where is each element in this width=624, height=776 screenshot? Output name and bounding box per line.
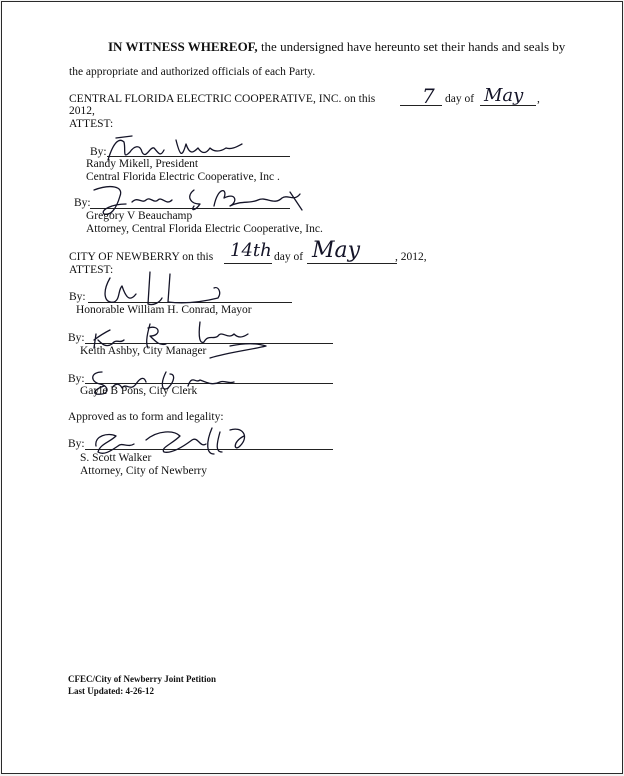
city-day-blank xyxy=(224,263,272,264)
city-dateline-prefix: CITY OF NEWBERRY on this xyxy=(69,251,214,263)
city-signer-3-by: By: xyxy=(68,373,85,385)
city-signer-3-name: Gayle B Pons, City Clerk xyxy=(80,385,198,397)
city-signer-2-by: By: xyxy=(68,332,85,344)
witness-line-1 xyxy=(108,40,565,53)
city-year: , 2012, xyxy=(395,251,427,263)
city-attorney-by: By: xyxy=(68,438,85,450)
cfec-month-handwritten: May xyxy=(484,85,524,106)
witness-line-2: the appropriate and authorized officials of each Party. xyxy=(69,66,316,78)
city-attest-label: ATTEST: xyxy=(69,264,114,276)
cfec-attest-label: ATTEST: xyxy=(69,118,114,130)
document-page xyxy=(1,1,623,774)
footer-last-updated: Last Updated: 4-26-12 xyxy=(68,686,155,696)
cfec-signer-2-name: Gregory V Beauchamp xyxy=(86,210,193,222)
cfec-signer-1-by: By: xyxy=(90,146,107,158)
city-day-handwritten: 14th xyxy=(230,240,272,261)
city-attorney-title: Attorney, City of Newberry xyxy=(80,465,207,477)
cfec-day-blank xyxy=(400,105,442,106)
city-attorney-name: S. Scott Walker xyxy=(80,452,152,464)
cfec-dateline-prefix: CENTRAL FLORIDA ELECTRIC COOPERATIVE, INC. on this xyxy=(69,93,376,105)
witness-text: the undersigned have hereunto set their hands and seals by xyxy=(257,39,566,54)
footer-doc-title: CFEC/City of Newberry Joint Petition xyxy=(68,674,216,684)
cfec-day-handwritten: 7 xyxy=(422,84,435,108)
cfec-day-label: day of xyxy=(445,93,475,105)
city-month-handwritten: May xyxy=(312,238,361,263)
city-signer-2-name: Keith Ashby, City Manager xyxy=(80,345,207,357)
cfec-comma: , xyxy=(537,93,540,105)
cfec-signer-2-title: Attorney, Central Florida Electric Cooperative, Inc. xyxy=(86,223,323,235)
city-approved-label: Approved as to form and legality: xyxy=(68,411,224,423)
city-signer-1-by: By: xyxy=(69,291,86,303)
city-month-blank xyxy=(307,263,397,264)
city-day-label: day of xyxy=(274,251,304,263)
cfec-signer-2-by: By: xyxy=(74,197,91,209)
cfec-year: 2012, xyxy=(69,105,95,117)
witness-heading: IN WITNESS WHEREOF, xyxy=(108,39,258,54)
city-signer-1-name: Honorable William H. Conrad, Mayor xyxy=(76,304,252,316)
cfec-signer-1-name: Randy Mikell, President xyxy=(86,158,199,170)
cfec-signer-1-title: Central Florida Electric Cooperative, Inc . xyxy=(86,171,280,183)
